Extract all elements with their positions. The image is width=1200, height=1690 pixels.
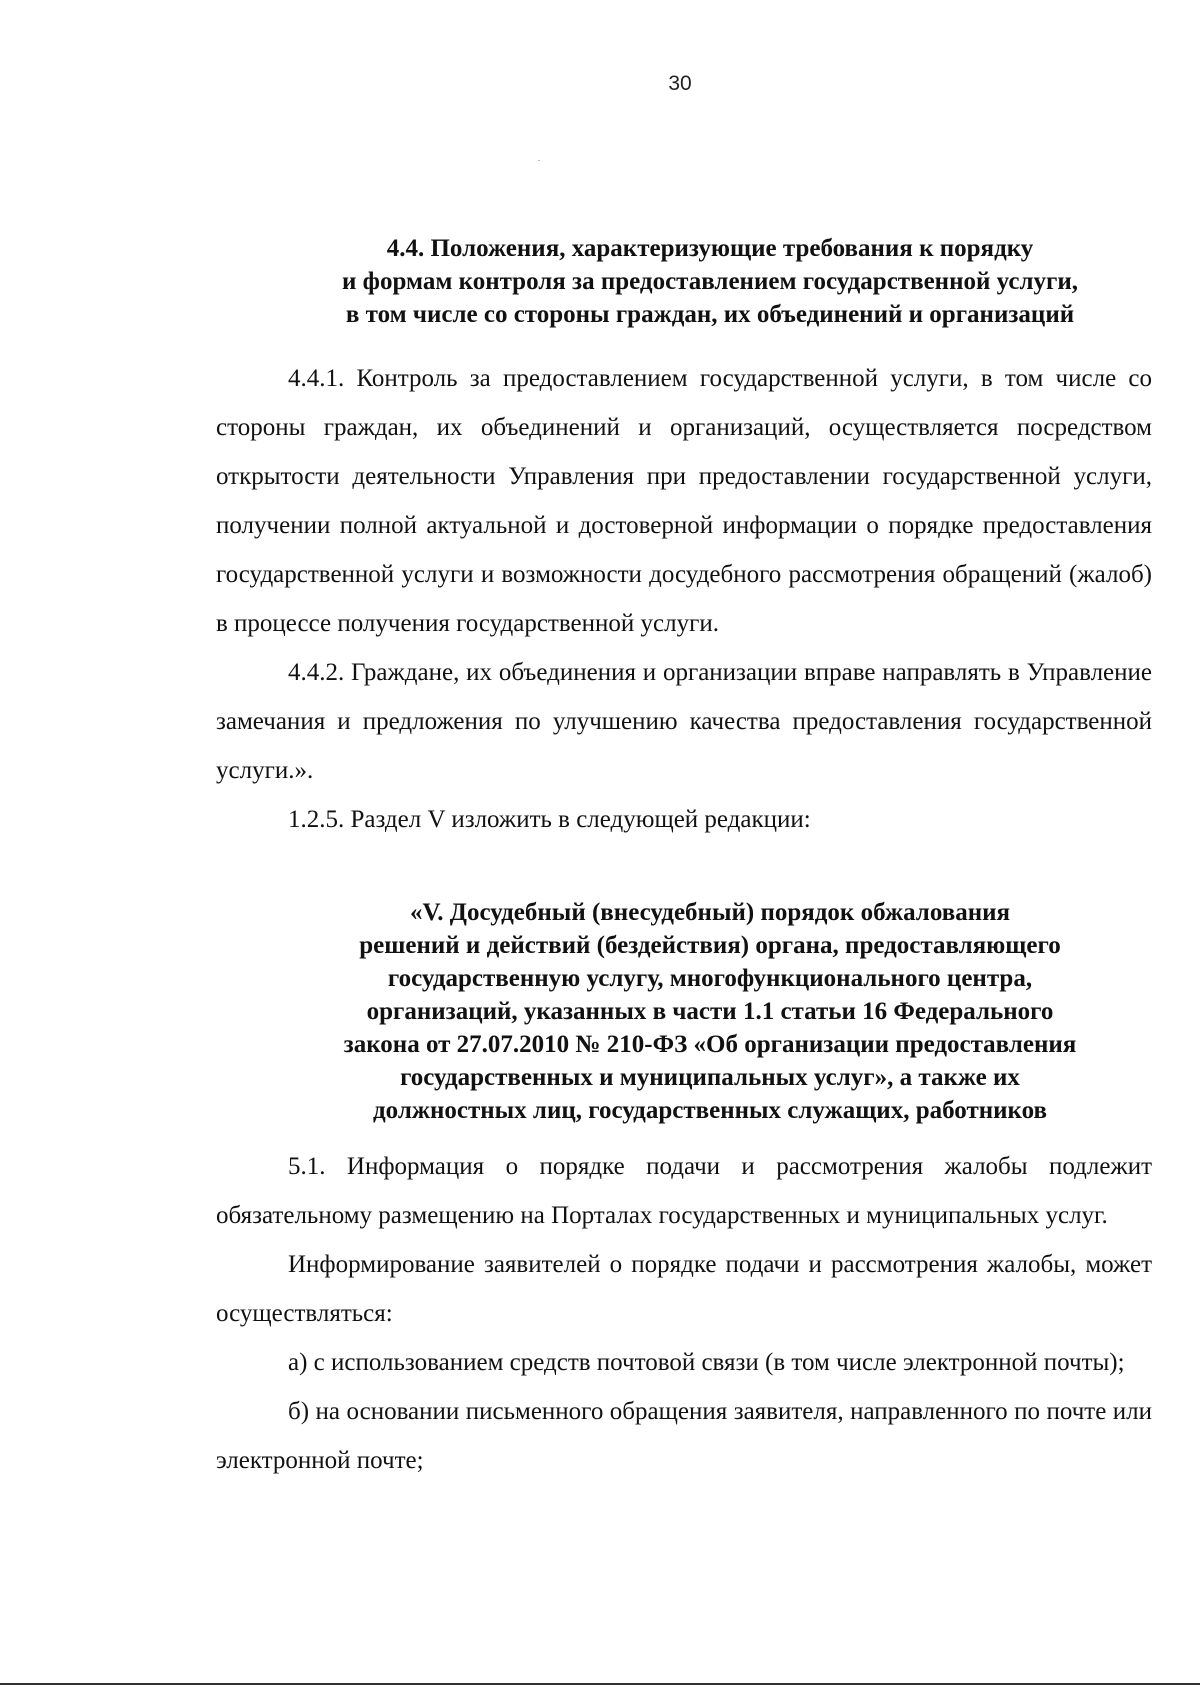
list-item-b: б) на основании письменного обращения заявителя, направленного по почте или электронной почте; — [216, 1398, 1152, 1474]
heading-line: и формам контроля за предоставлением государственной услуги, — [342, 268, 1078, 295]
heading-line: закона от 27.07.2010 № 210-ФЗ «Об организации предоставления — [343, 1031, 1077, 1058]
heading-line: «V. Досудебный (внесудебный) порядок обжалования — [409, 899, 1011, 926]
heading-line: государственную услугу, многофункционального центра, — [387, 965, 1033, 992]
heading-line: в том числе со стороны граждан, их объединений и организаций — [345, 301, 1075, 328]
list-item-a: а) с использованием средств почтовой связи (в том числе электронной почты); — [288, 1349, 1125, 1376]
paragraph-1-2-5: 1.2.5. Раздел V изложить в следующей редакции: — [288, 806, 811, 833]
section-v-body — [216, 1142, 1152, 1485]
page-bottom-border — [0, 1683, 1200, 1685]
section-4-4-body — [216, 354, 1152, 844]
paragraph-4-4-1: 4.4.1. Контроль за предоставлением государственной услуги, в том числе со стороны граждан, их объединений и организаций, осуществляется посредством открытости деятельности Управления при предоставлении государственной услуги, получении полной актуальной и достоверной информации о порядке предоставления государственной услуги и возможности досудебного рассмотрения обращений (жалоб) в процессе получения государственной услуги. — [216, 365, 1152, 637]
paragraph-4-4-2: 4.4.2. Граждане, их объединения и организации вправе направлять в Управление замечания и предложения по улучшению качества предоставления государственной услуги.». — [216, 659, 1152, 784]
section-v-heading — [290, 896, 1130, 1127]
paragraph-5-1: 5.1. Информация о порядке подачи и рассмотрения жалобы подлежит обязательному размещению на Порталах государственных и муниципальных услуг. — [216, 1153, 1152, 1229]
scan-speck — [538, 160, 540, 161]
heading-line: организаций, указанных в части 1.1 статьи 16 Федерального — [366, 998, 1054, 1025]
page-number: 30 — [668, 72, 692, 95]
section-4-4-heading — [290, 232, 1130, 331]
heading-line: должностных лиц, государственных служащих, работников — [373, 1097, 1047, 1124]
heading-line: решений и действий (бездействия) органа, предоставляющего — [359, 932, 1061, 959]
heading-line: государственных и муниципальных услуг», а также их — [400, 1064, 1020, 1091]
paragraph-informing: Информирование заявителей о порядке подачи и рассмотрения жалобы, может осуществляться: — [216, 1251, 1152, 1327]
heading-line: 4.4. Положения, характеризующие требования к порядку — [386, 235, 1034, 262]
